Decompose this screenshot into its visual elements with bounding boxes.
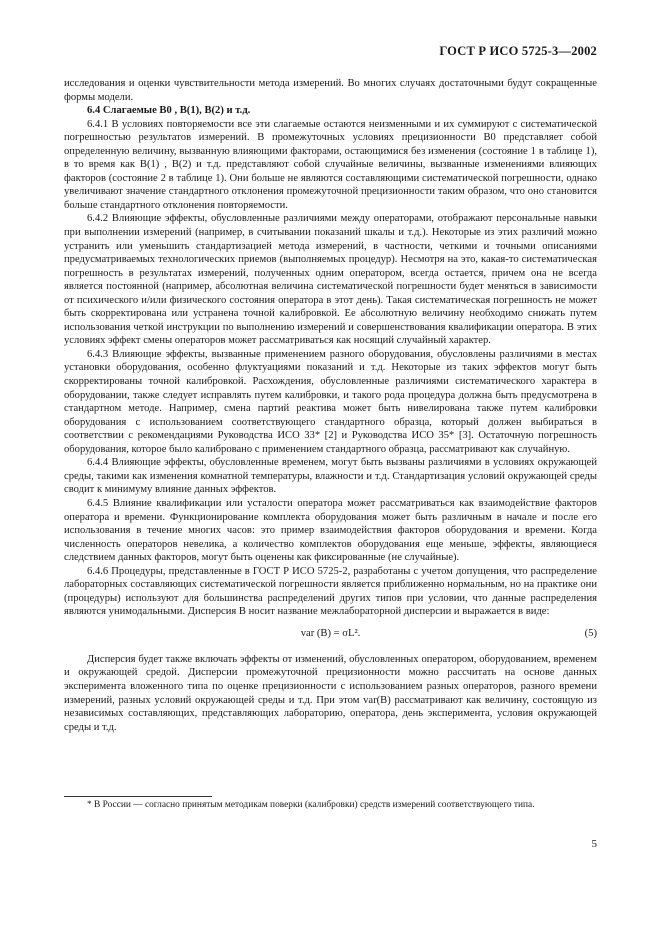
paragraph-6-4-4: 6.4.4 Влияющие эффекты, обусловленные временем, могут быть вызваны различиями в условиях окружающей среды, такими как изменения комнатной температуры, влажности и т.д. Стандартизация условий окружающей среды сводит к минимуму влияние данных эффектов. [64, 457, 597, 496]
formula-number: (5) [584, 627, 597, 639]
paragraph-6-4-3: 6.4.3 Влияющие эффекты, вызванные применением разного оборудования, обусловлены различиями в местах установки оборудования, особенно флуктуациями показаний и т.д. Некоторые из таких эффектов могут быть скорректированы точной калибровкой. Расхождения, обусловленные различиями систематического характера в оборудовании, также следует исправлять путем калибровки, и такого рода процедура должна быть предусмотрена в стандартном методе. Например, смена партий реактива может быть нивелирована также путем калибровки оборудования с использованием соответствующего стандартного образца, который должен выбираться в соответствии с рекомендациями Руководства ИСО 33* [2] и Руководства ИСО 35* [3]. Остаточную погрешность оборудования, которое было калибровано с применением стандартного образца, рассматривают как случайную. [64, 348, 597, 455]
paragraph-intro: исследования и оценки чувствительности метода измерений. Во многих случаях достаточными будут сокращенные формы модели. [64, 78, 597, 103]
document-body [64, 77, 597, 734]
footnote-text: * В России — согласно принятым методикам поверки (калибровки) средств измерений соответствующего типа. [87, 800, 535, 810]
paragraph-6-4-2: 6.4.2 Влияющие эффекты, обусловленные различиями между операторами, отображают персональные навыки при выполнении измерений (например, в считывании показаний шкалы и т.д.). Некоторые из этих различий можно устранить или уменьшить стандартизацией метода измерений, в частности, четкими и точными описаниями предусматриваемых технологических приемов (выполняемых процедур). Несмотря на это, какая-то систематическая погрешность в результатах измерений, полученных одним оператором, всегда остается, причем она не всегда является постоянной (например, абсолютная величина систематической погрешности будет меняться в зависимости от психического и/или физического состояния оператора в этот день). Такая систематическая погрешность не может быть скорректирована или устранена точной калибровкой. Ее абсолютную величину необходимо снижать путем использования четкой инструкции по выполнению измерений и совершенствования квалификации оператора. В этих условиях эффект смены операторов может рассматриваться как носящий случайный характер. [64, 213, 597, 347]
paragraph-dispersion: Дисперсия будет также включать эффекты от изменений, обусловленных оператором, оборудованием, временем и окружающей средой. Дисперсии промежуточной прецизионности можно рассчитать на основе данных эксперимента вложенного типа по оценке прецизионности с использованием разных операторов, разного времени измерений, разных условий окружающей среды и т.д. При этом var(B) рассматривают как величину, состоящую из независимых составляющих, представляющих лабораторию, оператора, день эксперимента, условия окружающей среды и т.д. [64, 653, 597, 733]
footnote-separator [64, 796, 212, 797]
formula-5 [64, 625, 597, 645]
section-heading-6-4: 6.4 Слагаемые B0 , B(1), B(2) и т.д. [87, 105, 251, 117]
paragraph-6-4-5: 6.4.5 Влияние квалификации или усталости оператора может рассматриваться как взаимодействие факторов оператора и времени. Функционирование комплекта оборудования может быть различным в начале и после его использования в течение многих часов: это пример взаимодействия факторов оборудования и времени. Когда численность операторов невелика, а количество комплектов оборудования еще меньше, эффекты, являющиеся следствием данных факторов, могут быть оценены как фиксированные (не случайные). [64, 497, 597, 564]
paragraph-6-4-6: 6.4.6 Процедуры, представленные в ГОСТ Р ИСО 5725-2, разработаны с учетом допущения, что распределение лабораторных составляющих систематической погрешности является приближенно нормальным, но на практике они (процедуры) используют для большинства распределений других типов при условии, что данные распределения являются унимодальными. Дисперсия B носит название межлабораторной дисперсии и выражается в виде: [64, 565, 597, 618]
footnote [64, 799, 597, 812]
paragraph-6-4-1: 6.4.1 В условиях повторяемости все эти слагаемые остаются неизменными и их суммируют с систематической погрешностью результатов измерений. В промежуточных условиях прецизионности B0 представляет собой определенную величину, вызванную влияющими факторами, остающимися без изменения (состояние 1 в таблице 1), в то время как B(1) , B(2) и т.д. представляют собой случайные величины, вызванные изменениями влияющих факторов (состояние 2 в таблице 1). Они больше не являются составляющими систематической погрешности, однако увеличивают значение стандартного отклонения промежуточной прецизионности таким образом, что оно становится больше стандартного отклонения повторяемости. [64, 118, 597, 211]
document-header: ГОСТ Р ИСО 5725-3—2002 [439, 44, 597, 58]
page-number: 5 [591, 838, 597, 850]
formula-expression: var (B) = σL². [300, 627, 361, 639]
